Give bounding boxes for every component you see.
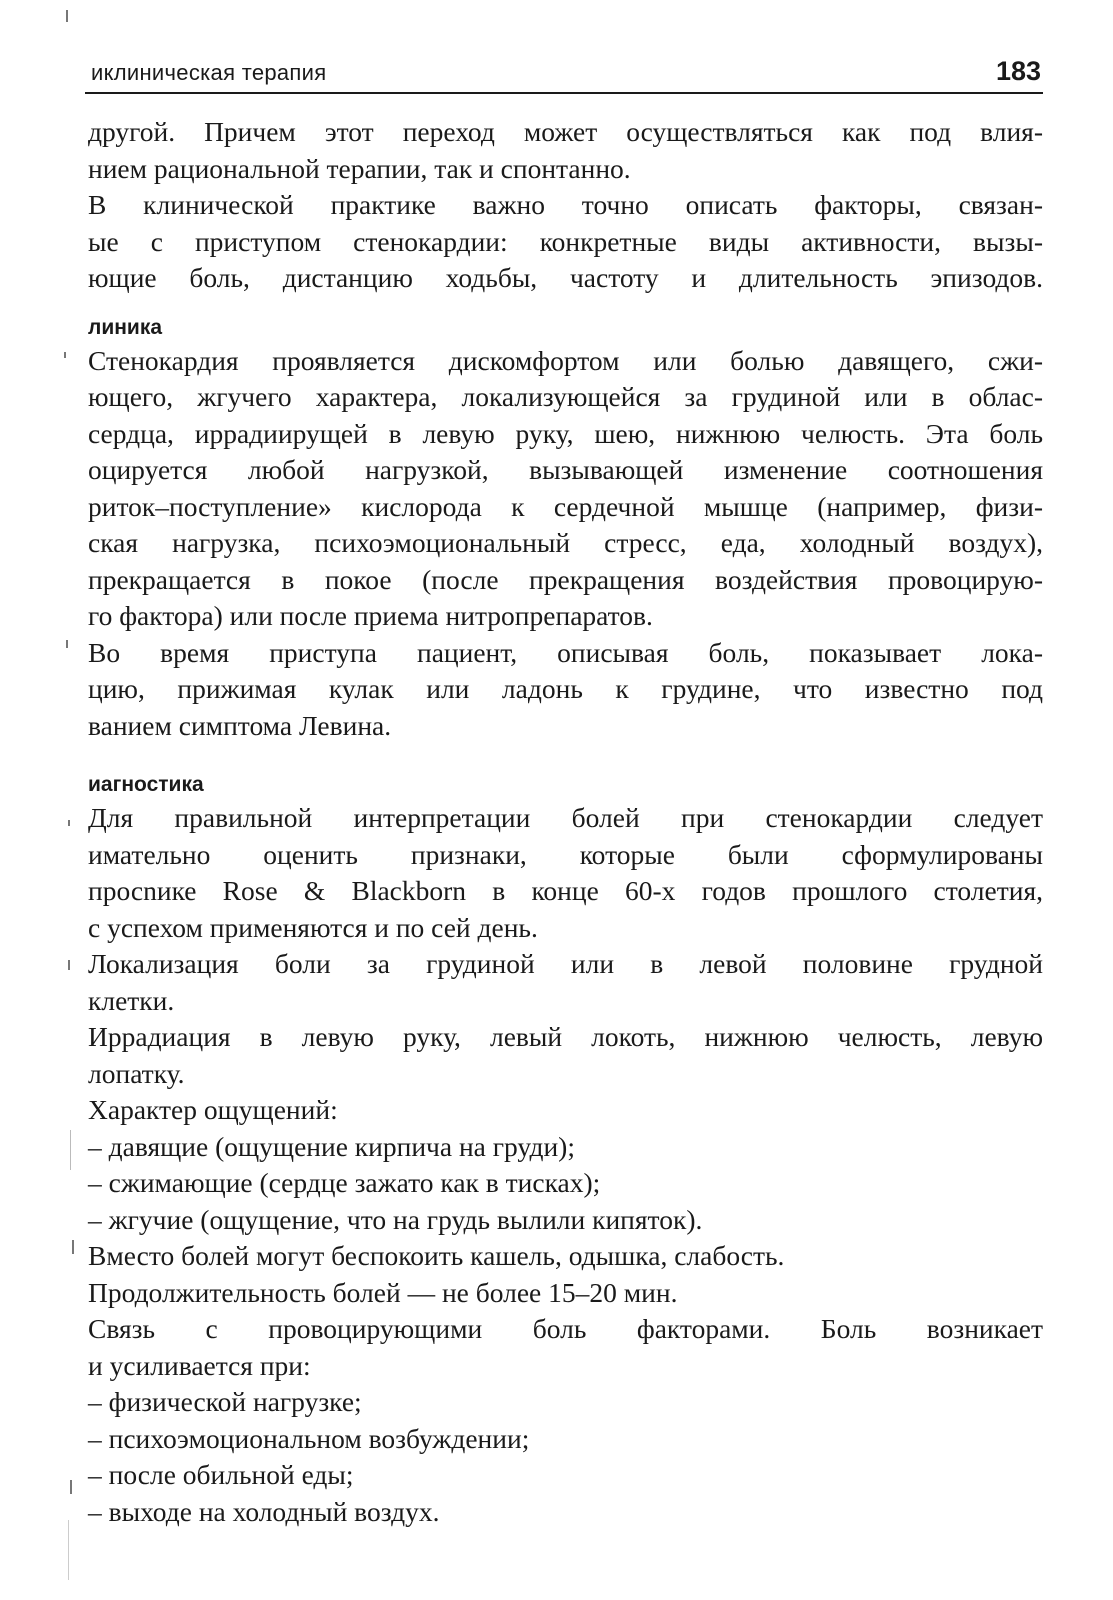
- text-line: Стенокардия проявляется дискомфортом или болью давящего, сжи-: [88, 344, 1043, 376]
- list-item: – выходе на холодный воздух.: [88, 1495, 440, 1527]
- scan-speck: [70, 1480, 72, 1494]
- text-line: и усиливается при:: [88, 1349, 311, 1381]
- text-line: ющие боль, дистанцию ходьбы, частоту и длительность эпизодов.: [88, 262, 1043, 293]
- text-line: сердца, иррадиирущей в левую руку, шею, нижнюю челюсть. Эта боль: [88, 417, 1043, 449]
- text-line: риток–поступление» кислорода к сердечной мышце (например, физи-: [88, 490, 1043, 522]
- text-line: Иррадиация в левую руку, левый локоть, нижнюю челюсть, левую: [88, 1021, 1043, 1052]
- text-line: ская нагрузка, психоэмоциональный стресс, еда, холодный воздух),: [88, 527, 1043, 558]
- scan-speck: [66, 640, 68, 648]
- section-heading-clinic: линика: [88, 315, 163, 339]
- text-line: Во время приступа пациент, описывая боль, показывает лока-: [88, 636, 1043, 668]
- running-head: [85, 56, 1043, 94]
- text-line: го фактора) или после приема нитропрепаратов.: [88, 600, 653, 631]
- text-line: В клинической практике важно точно описать факторы, связан-: [88, 189, 1043, 220]
- scan-speck: [68, 1520, 69, 1580]
- scan-speck: [66, 10, 68, 22]
- text-line: Вместо болей могут беспокоить кашель, одышка, слабость.: [88, 1240, 785, 1271]
- text-line: с успехом применяются и по сей день.: [88, 911, 538, 943]
- text-line: Продолжительность болей — не более 15–20 мин.: [88, 1276, 678, 1308]
- scan-speck: [70, 1130, 71, 1170]
- page-number: 183: [995, 56, 1041, 86]
- text-line: цию, прижимая кулак или ладонь к грудине, что известно под: [88, 673, 1043, 704]
- scan-speck: [68, 820, 70, 826]
- list-item: – жгучие (ощущение, что на грудь вылили кипяток).: [88, 1203, 703, 1235]
- text-line: другой. Причем этот переход может осуществляться как под влия-: [88, 116, 1043, 147]
- text-line: Локализация боли за грудиной или в левой половине грудной: [88, 948, 1043, 979]
- text-line: оцируется любой нагрузкой, вызывающей изменение соотношения: [88, 454, 1043, 485]
- list-item: – после обильной еды;: [88, 1459, 354, 1490]
- text-line: имательно оценить признаки, которые были сформулированы: [88, 838, 1043, 870]
- scan-speck: [68, 960, 70, 970]
- list-item: – сжимающие (сердце зажато как в тисках);: [88, 1167, 601, 1198]
- section-heading-diagnostics: иагностика: [88, 773, 204, 796]
- text-line: Связь с провоцирующими боль факторами. Боль возникает: [88, 1313, 1043, 1344]
- text-line: Характер ощущений:: [88, 1094, 338, 1125]
- list-item: – психоэмоциональном возбуждении;: [88, 1422, 530, 1454]
- text-line: ые с приступом стенокардии: конкретные виды активности, вызы-: [88, 225, 1043, 257]
- text-line: нием рациональной терапии, так и спонтанно.: [88, 152, 631, 184]
- text-line: ванием симптома Левина.: [88, 709, 392, 741]
- text-line: Для правильной интерпретации болей при стенокардии следует: [88, 802, 1043, 833]
- text-line: ющего, жгучего характера, локализующейся за грудиной или в облас-: [88, 381, 1043, 412]
- text-line: просnике Rose & Blackborn в конце 60-х годов прошлого столетия,: [88, 875, 1043, 906]
- scan-speck: [72, 1240, 74, 1254]
- text-line: клетки.: [88, 984, 175, 1016]
- page-body: [88, 114, 1043, 1530]
- running-title: иклиническая терапия: [91, 60, 327, 85]
- text-line: лопатку.: [88, 1057, 185, 1089]
- list-item: – давящие (ощущение кирпича на груди);: [88, 1130, 575, 1162]
- scan-speck: [64, 352, 66, 358]
- text-line: прекращается в покое (после прекращения воздействия провоцирую-: [88, 563, 1043, 595]
- list-item: – физической нагрузке;: [88, 1386, 362, 1417]
